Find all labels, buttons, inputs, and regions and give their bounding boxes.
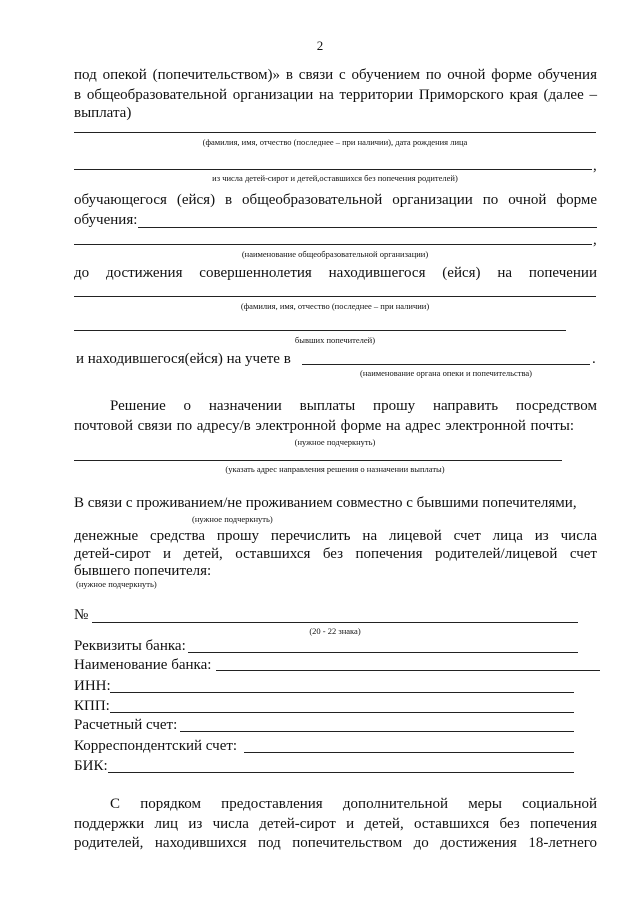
decision-line-2: почтовой связи по адресу/в электронной форме на адрес электронной почты: [74, 418, 574, 434]
corr-account-field[interactable] [244, 752, 574, 753]
bik-field[interactable] [108, 772, 574, 773]
funds-line-4: бывшего попечителя: [74, 563, 212, 579]
funds-line-3: детей-сирот и детей, оставшихся без попечения родителей/лицевой счет [74, 546, 597, 562]
intro-line-1: под опекой (попечительством)» в связи с обучением по очной форме обучения [74, 67, 597, 83]
corr-account-label: Корреспондентский счет: [74, 738, 238, 754]
registration-label: и находившегося(ейся) на учете в [76, 351, 291, 367]
kpp-label: КПП: [74, 698, 110, 714]
former-guardians-caption: бывших попечителей) [294, 335, 376, 345]
bank-name-label: Наименование банка: [74, 657, 212, 673]
fio-dob-field[interactable] [74, 132, 596, 133]
funds-underline-caption-2: (нужное подчеркнуть) [76, 579, 157, 589]
intro-line-3: выплата) [74, 105, 132, 121]
settlement-account-field[interactable] [180, 731, 574, 732]
closing-line-3: родителей, находившихся под попечительством до достижения 18-летнего [74, 835, 597, 851]
education-form-field[interactable] [138, 227, 597, 228]
orphan-category-field[interactable] [74, 169, 592, 170]
page-number: 2 [316, 38, 324, 53]
student-line-1: обучающегося (ейся) в общеобразовательной организации по очной форме [74, 192, 597, 208]
decision-underline-caption: (нужное подчеркнуть) [294, 437, 376, 447]
school-name-field[interactable] [74, 244, 592, 245]
closing-line-2: поддержки лиц из числа детей-сирот и детей, оставшихся без попечения [74, 816, 597, 832]
comma-1: , [593, 158, 597, 174]
bik-label: БИК: [74, 758, 108, 774]
decision-line-1: Решение о назначении выплаты прошу направить посредством [110, 398, 597, 414]
funds-line-2: денежные средства прошу перечислить на лицевой счет лица из числа [74, 528, 597, 544]
funds-underline-caption-1: (нужное подчеркнуть) [192, 514, 273, 524]
bank-details-label: Реквизиты банка: [74, 638, 186, 654]
comma-2: , [593, 232, 597, 248]
school-name-caption: (наименование общеобразовательной организации) [241, 249, 429, 259]
fio-dob-caption: (фамилия, имя, отчество (последнее – при наличии), дата рождения лица [202, 137, 468, 147]
settlement-account-label: Расчетный счет: [74, 717, 178, 733]
bank-details-field[interactable] [188, 652, 578, 653]
account-number-field[interactable] [92, 622, 578, 623]
account-digits-caption: (20 - 22 знака) [309, 626, 361, 636]
closing-line-1: С порядком предоставления дополнительной меры социальной [110, 796, 597, 812]
email-address-caption: (указать адрес направления решения о назначении выплаты) [225, 464, 445, 474]
former-guardians-field[interactable] [74, 330, 566, 331]
registration-dot: . [592, 351, 596, 367]
guardianship-body-field[interactable] [302, 364, 590, 365]
orphan-category-caption: из числа детей-сирот и детей,оставшихся без попечения родителей) [212, 173, 458, 183]
student-line-2-label: обучения: [74, 212, 138, 228]
bank-name-field[interactable] [216, 670, 600, 671]
guardianship-body-caption: (наименование органа опеки и попечительства) [360, 368, 532, 378]
intro-line-2: в общеобразовательной организации на территории Приморского края (далее – [74, 87, 597, 103]
inn-label: ИНН: [74, 678, 111, 694]
kpp-field[interactable] [110, 712, 574, 713]
inn-field[interactable] [110, 692, 574, 693]
guardian-fio-caption: (фамилия, имя, отчество (последнее – при наличии) [240, 301, 430, 311]
student-line-3: до достижения совершеннолетия находившегося (ейся) на попечении [74, 265, 597, 281]
funds-line-1: В связи с проживанием/не проживанием совместно с бывшими попечителями, [74, 495, 577, 511]
guardian-fio-field[interactable] [74, 296, 596, 297]
email-address-field[interactable] [74, 460, 562, 461]
account-number-sign: № [74, 607, 89, 623]
